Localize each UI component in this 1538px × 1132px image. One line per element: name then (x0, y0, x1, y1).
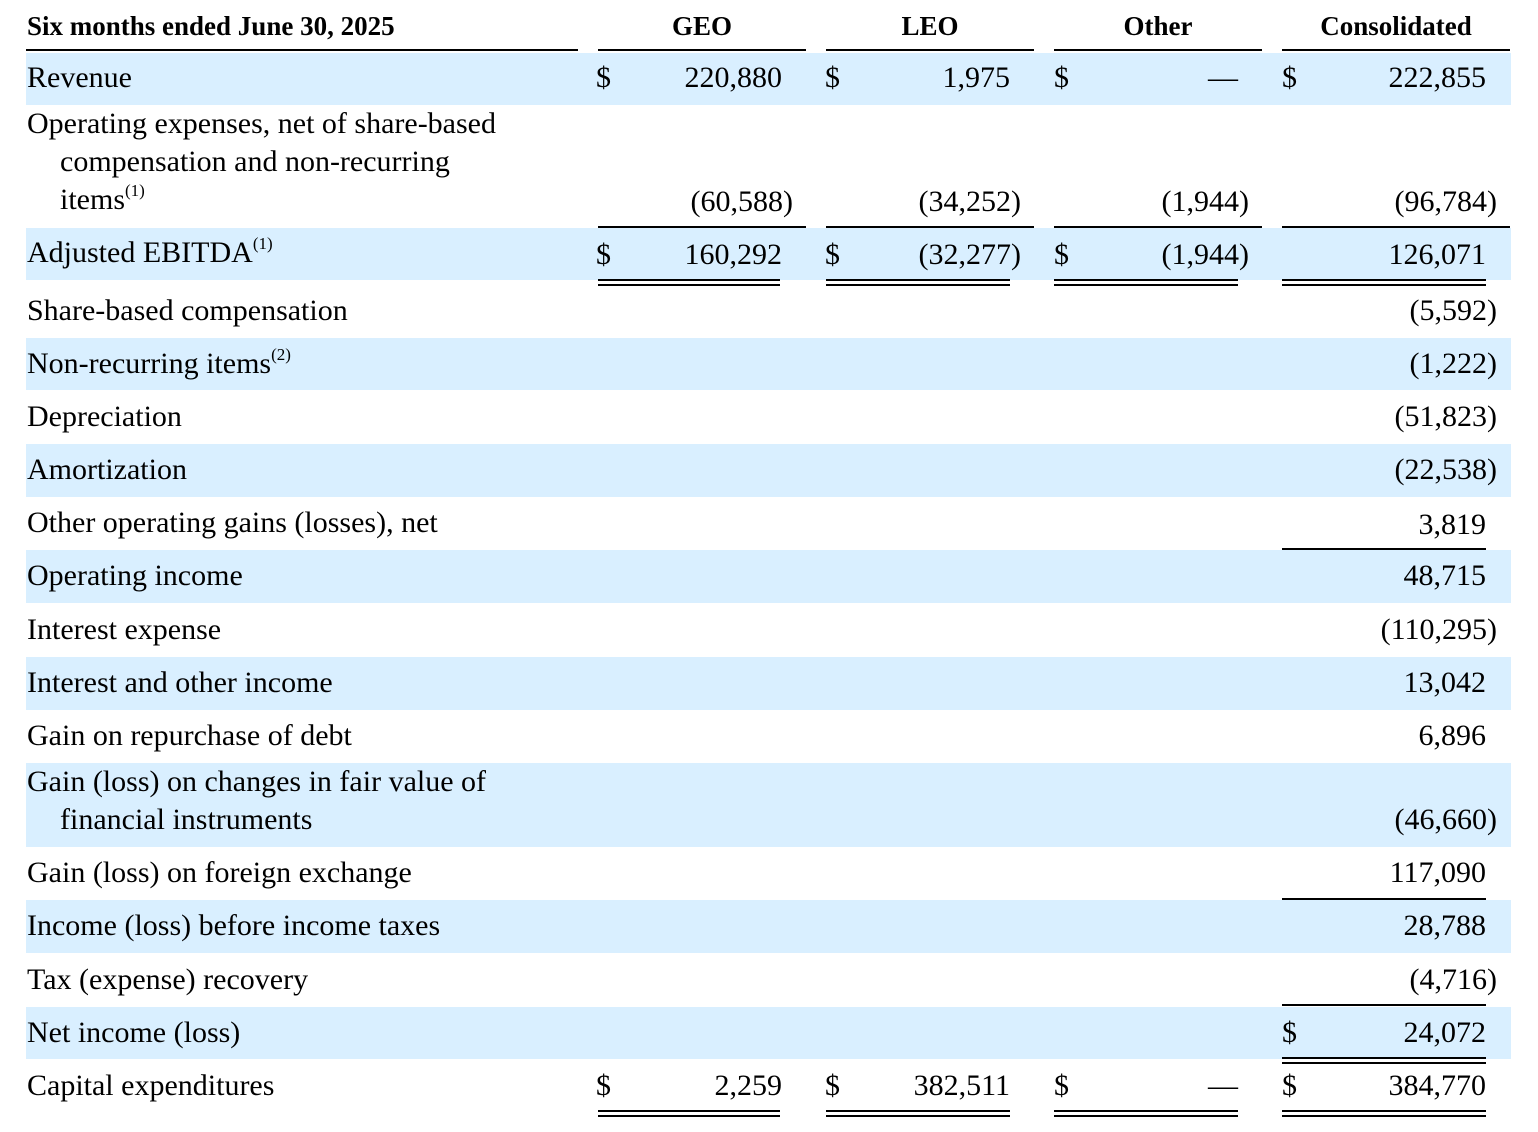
row-label-gain-repurchase: Gain on repurchase of debt (27, 719, 352, 752)
header-rule (1282, 49, 1510, 51)
col-header-other: Other (1123, 11, 1193, 41)
revenue-leo: 1,975 (942, 61, 1010, 94)
header-rule (26, 49, 578, 51)
header-rule (826, 49, 1034, 51)
row-label-other-gains: Other operating gains (losses), net (27, 506, 438, 539)
currency-symbol: $ (596, 61, 611, 94)
period-header: Six months ended June 30, 2025 (27, 11, 395, 41)
subtotal-rule (1282, 226, 1510, 228)
pretax-consolidated: 28,788 (1403, 909, 1486, 942)
operating-income-consolidated: 48,715 (1403, 559, 1486, 592)
fx-consolidated: 117,090 (1389, 856, 1486, 889)
row-label-amortization: Amortization (27, 453, 187, 486)
currency-symbol: $ (1054, 61, 1069, 94)
amortization-consolidated: (22,538) (1394, 453, 1497, 486)
double-rule (1054, 279, 1238, 286)
interest-income-consolidated: 13,042 (1403, 666, 1486, 699)
double-rule (598, 1110, 780, 1117)
opex-leo: (34,252) (918, 185, 1021, 218)
revenue-consolidated: 222,855 (1388, 61, 1486, 94)
row-label-opex-line1: Operating expenses, net of share-based (27, 107, 496, 140)
row-label-fair-value-line1: Gain (loss) on changes in fair value of (27, 765, 487, 798)
nonrecurring-consolidated: (1,222) (1409, 347, 1497, 380)
row-label-net-income: Net income (loss) (27, 1016, 241, 1049)
depreciation-consolidated: (51,823) (1394, 400, 1497, 433)
row-label-opex-line3: items$^{(1)}$ (60, 181, 145, 216)
subtotal-rule (826, 226, 1034, 228)
row-label-adj-ebitda: Adjusted EBITDA$^{(1)}$ (27, 234, 273, 269)
double-rule (826, 279, 1010, 286)
currency-symbol: $ (825, 238, 840, 271)
double-rule (1282, 1057, 1486, 1064)
footnote-marker: (1) (125, 181, 145, 200)
double-rule (1054, 1110, 1238, 1117)
subtotal-rule (1282, 898, 1486, 900)
subtotal-rule (598, 226, 806, 228)
col-header-leo: LEO (901, 11, 959, 41)
row-label-fair-value-line2: financial instruments (60, 803, 313, 836)
currency-symbol: $ (596, 238, 611, 271)
row-band (26, 444, 1511, 497)
row-label-revenue: Revenue (27, 61, 132, 94)
double-rule (1282, 279, 1486, 286)
revenue-geo: 220,880 (684, 61, 782, 94)
sbc-consolidated: (5,592) (1409, 294, 1497, 327)
double-rule (826, 1110, 1010, 1117)
header-rule (1054, 49, 1262, 51)
currency-symbol: $ (1282, 61, 1297, 94)
other-gains-consolidated: 3,819 (1418, 508, 1486, 541)
gain-repurchase-consolidated: 6,896 (1418, 719, 1486, 752)
revenue-other: — (1208, 61, 1238, 94)
capex-leo: 382,511 (913, 1069, 1010, 1102)
row-label-nonrecurring: Non-recurring items$^{(2)}$ (27, 345, 291, 380)
tax-consolidated: (4,716) (1409, 963, 1497, 996)
footnote-marker: (2) (271, 345, 291, 364)
currency-symbol: $ (596, 1069, 611, 1102)
row-label-fx: Gain (loss) on foreign exchange (27, 856, 412, 889)
col-header-geo: GEO (671, 11, 732, 41)
interest-expense-consolidated: (110,295) (1380, 613, 1497, 646)
row-label-capex: Capital expenditures (27, 1069, 275, 1102)
adj-ebitda-consolidated: 126,071 (1388, 238, 1486, 271)
row-label-operating-income: Operating income (27, 559, 243, 592)
subtotal-rule (1282, 1004, 1486, 1006)
row-label-interest-expense: Interest expense (27, 613, 222, 646)
adj-ebitda-other: (1,944) (1161, 238, 1249, 271)
currency-symbol: $ (825, 61, 840, 94)
row-band (26, 550, 1511, 603)
row-label-depreciation: Depreciation (27, 400, 182, 433)
currency-symbol: $ (1054, 238, 1069, 271)
opex-other: (1,944) (1161, 185, 1249, 218)
fair-value-consolidated: (46,660) (1394, 803, 1497, 836)
capex-consolidated: 384,770 (1388, 1069, 1486, 1102)
double-rule (1282, 1110, 1486, 1117)
row-label-opex-line2: compensation and non-recurring (60, 145, 450, 178)
footnote-marker: (1) (252, 234, 273, 253)
adj-ebitda-leo: (32,277) (918, 238, 1021, 271)
subtotal-rule (1054, 226, 1262, 228)
row-label-pretax: Income (loss) before income taxes (27, 909, 441, 942)
col-header-consolidated: Consolidated (1320, 11, 1472, 41)
currency-symbol: $ (825, 1069, 840, 1102)
subtotal-rule (1282, 548, 1486, 550)
opex-geo: (60,588) (690, 185, 793, 218)
currency-symbol: $ (1054, 1069, 1069, 1102)
adj-ebitda-geo: 160,292 (684, 238, 782, 271)
capex-other: — (1208, 1069, 1238, 1102)
double-rule (598, 279, 780, 286)
row-label-tax: Tax (expense) recovery (27, 963, 309, 996)
row-label-sbc: Share-based compensation (27, 294, 348, 327)
header-rule (598, 49, 806, 51)
capex-geo: 2,259 (714, 1069, 782, 1102)
row-label-interest-income: Interest and other income (27, 666, 333, 699)
opex-consolidated: (96,784) (1394, 185, 1497, 218)
currency-symbol: $ (1282, 1069, 1297, 1102)
net-income-consolidated: 24,072 (1403, 1016, 1486, 1049)
currency-symbol: $ (1282, 1016, 1297, 1049)
